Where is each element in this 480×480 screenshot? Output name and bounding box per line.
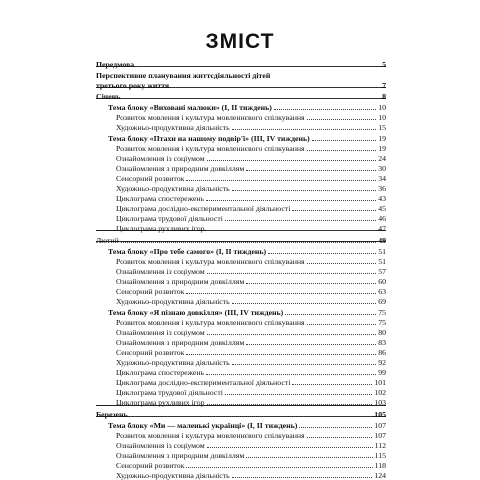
toc-entry-title: Циклограма спостережень — [116, 194, 205, 203]
toc-entry-title: Ознайомлення з природним довкіллям — [116, 451, 245, 460]
dot-leader — [186, 180, 376, 181]
dot-leader — [307, 150, 377, 151]
toc-entry[interactable] — [96, 222, 386, 233]
toc-entry-title: Сенсорний розвиток — [116, 348, 185, 357]
toc-entry-title: Циклограма рухливих ігор — [116, 398, 205, 407]
toc-entry-title: Циклограма рухливих ігор — [116, 224, 205, 233]
toc-entry-title: Березень — [96, 410, 128, 419]
dot-leader — [307, 119, 377, 120]
toc-entry-title: Тема блоку «Я пізнаю довкілля» (ІІІ, IV тиждень) — [108, 308, 284, 317]
toc-page-number: 103 — [374, 398, 386, 407]
toc-page-number: 51 — [378, 257, 386, 266]
toc-entry-title: Ознайомлення з природним довкіллям — [116, 338, 245, 347]
toc-entry[interactable] — [96, 469, 386, 480]
dot-leader — [307, 324, 377, 325]
toc-entry-title: Сенсорний розвиток — [116, 461, 185, 470]
toc-entry-title: Ознайомлення із соціумом — [116, 328, 205, 337]
toc-entry-title: Передмова — [96, 60, 135, 69]
toc-page-number: 69 — [378, 297, 386, 306]
toc-entry-title: Ознайомлення з природним довкіллям — [116, 164, 245, 173]
toc-page-number: 19 — [378, 144, 386, 153]
dot-leader — [186, 293, 376, 294]
toc-page-number: 8 — [382, 92, 386, 101]
toc-entry-title: Розвиток мовлення і культура мовленнєвого спілкування — [116, 257, 305, 266]
dot-leader — [246, 170, 376, 171]
toc-entry[interactable] — [96, 408, 386, 419]
toc-page-number: 83 — [378, 338, 386, 347]
toc-entry-title: Художньо-продуктивна діяльність — [116, 123, 230, 132]
toc-entry-title: Циклограма трудової діяльності — [116, 388, 223, 397]
toc-entry-title: Січень — [96, 92, 121, 101]
dot-leader — [232, 129, 377, 130]
dot-leader — [312, 140, 377, 141]
dot-leader — [130, 416, 373, 417]
toc-page-number: 63 — [378, 287, 386, 296]
toc-page-number: 7 — [382, 81, 386, 90]
dot-leader — [274, 109, 376, 110]
dot-leader — [206, 374, 376, 375]
toc-entry-title: Циклограма дослідно-експериментальної діяльності — [116, 204, 291, 213]
toc-page-number: 15 — [378, 123, 386, 132]
page-title: ЗМІСТ — [205, 30, 275, 53]
dot-leader — [232, 303, 377, 304]
toc-entry-title: Розвиток мовлення і культура мовленнєвого спілкування — [116, 431, 305, 440]
toc-page-number: 102 — [374, 388, 386, 397]
toc-page-number: 118 — [374, 461, 386, 470]
toc-entry-title: Ознайомлення із соціумом — [116, 154, 205, 163]
toc-entry-title: Перспективне планування життєдіяльності дітей — [96, 71, 271, 80]
toc-page-number: 57 — [378, 267, 386, 276]
toc-page-number: 75 — [378, 318, 386, 327]
dot-leader — [246, 283, 376, 284]
toc-page-number: 47 — [378, 224, 386, 233]
toc-entry[interactable] — [96, 79, 386, 90]
toc-page-number: 86 — [378, 348, 386, 357]
dot-leader — [136, 66, 380, 67]
toc-entry[interactable] — [96, 295, 386, 306]
toc-page-number: 112 — [374, 441, 386, 450]
dot-leader — [268, 253, 376, 254]
toc-entry-title: Розвиток мовлення і культура мовленнєвого спілкування — [116, 318, 305, 327]
dot-leader — [207, 230, 377, 231]
toc-page-number: 24 — [378, 154, 386, 163]
toc-page-number: 101 — [374, 378, 386, 387]
dot-leader — [225, 394, 372, 395]
toc-page-number: 115 — [374, 451, 386, 460]
dot-leader — [232, 190, 377, 191]
toc-entry-title: Лютий — [96, 236, 119, 245]
toc-page-number: 60 — [378, 277, 386, 286]
toc-entry-title: Тема блоку «Про тебе самого» (І, ІІ тиждень) — [108, 247, 267, 256]
dot-leader — [285, 314, 376, 315]
toc-entry-title: Художньо-продуктивна діяльність — [116, 358, 230, 367]
dot-leader — [122, 98, 380, 99]
toc-entry[interactable] — [96, 396, 386, 407]
toc-page-number: 10 — [378, 113, 386, 122]
dot-leader — [207, 273, 376, 274]
toc-entry-title: Розвиток мовлення і культура мовленнєвого спілкування — [116, 144, 305, 153]
toc-entry-title: Тема блоку «Птахи на нашому подвір'ї» (ІІІ, IV тиждень) — [108, 134, 310, 143]
toc-page-number: 107 — [374, 431, 386, 440]
toc-entry-title: Художньо-продуктивна діяльність — [116, 471, 230, 480]
dot-leader — [299, 427, 372, 428]
toc-entry-title: Циклограма трудової діяльності — [116, 214, 223, 223]
dot-leader — [207, 160, 376, 161]
toc-entry-title: Художньо-продуктивна діяльність — [116, 184, 230, 193]
toc-entry-title: Тема блоку «Ми — маленькі українці» (І, ІІ тиждень) — [108, 421, 298, 430]
dot-leader — [121, 242, 376, 243]
toc-page-number: 107 — [374, 421, 386, 430]
dot-leader — [186, 467, 372, 468]
dot-leader — [232, 477, 373, 478]
toc-page-number: 10 — [378, 103, 386, 112]
toc-entry-title: Сенсорний розвиток — [116, 287, 185, 296]
toc-entry-title: Ознайомлення із соціумом — [116, 267, 205, 276]
dot-leader — [186, 354, 376, 355]
toc-page-number: 80 — [378, 328, 386, 337]
dot-leader — [207, 334, 376, 335]
toc-page-number: 49 — [378, 236, 386, 245]
toc-page-number: 105 — [374, 410, 386, 419]
toc-entry-title: третього року життя — [96, 81, 170, 90]
dot-leader — [292, 384, 372, 385]
dot-leader — [292, 210, 376, 211]
toc-entry-title: Ознайомлення із соціумом — [116, 441, 205, 450]
dot-leader — [232, 364, 377, 365]
dot-leader — [207, 447, 373, 448]
toc-page-number: 19 — [378, 134, 386, 143]
toc-entry-title: Розвиток мовлення і культура мовленнєвого спілкування — [116, 113, 305, 122]
toc-entry[interactable] — [96, 234, 386, 245]
toc-page-number: 34 — [378, 174, 386, 183]
toc-page-number: 92 — [378, 358, 386, 367]
dot-leader — [207, 404, 373, 405]
toc-page-number: 51 — [378, 247, 386, 256]
toc-entry-title: Циклограма спостережень — [116, 368, 205, 377]
toc-page-number: 5 — [382, 60, 386, 69]
toc-entry[interactable] — [96, 90, 386, 101]
dot-leader — [246, 344, 376, 345]
dot-leader — [307, 437, 373, 438]
toc-page-number: 45 — [378, 204, 386, 213]
toc-page-number: 43 — [378, 194, 386, 203]
toc-entry[interactable] — [96, 121, 386, 132]
dot-leader — [171, 87, 380, 88]
toc-entry-title: Ознайомлення з природним довкіллям — [116, 277, 245, 286]
toc-page-number: 30 — [378, 164, 386, 173]
toc-page-number: 99 — [378, 368, 386, 377]
dot-leader — [307, 263, 377, 264]
toc-entry-title: Циклограма дослідно-експериментальної діяльності — [116, 378, 291, 387]
toc-page-number: 46 — [378, 214, 386, 223]
toc-entry[interactable] — [96, 58, 386, 69]
toc-entry-title: Художньо-продуктивна діяльність — [116, 297, 230, 306]
dot-leader — [225, 220, 376, 221]
dot-leader — [246, 457, 372, 458]
dot-leader — [206, 200, 376, 201]
toc-page-number: 36 — [378, 184, 386, 193]
toc-entry-title: Тема блоку «Виховані малюки» (І, ІІ тиждень) — [108, 103, 272, 112]
toc-page-number: 75 — [378, 308, 386, 317]
toc-entry-title: Сенсорний розвиток — [116, 174, 185, 183]
toc-page-number: 124 — [374, 471, 386, 480]
